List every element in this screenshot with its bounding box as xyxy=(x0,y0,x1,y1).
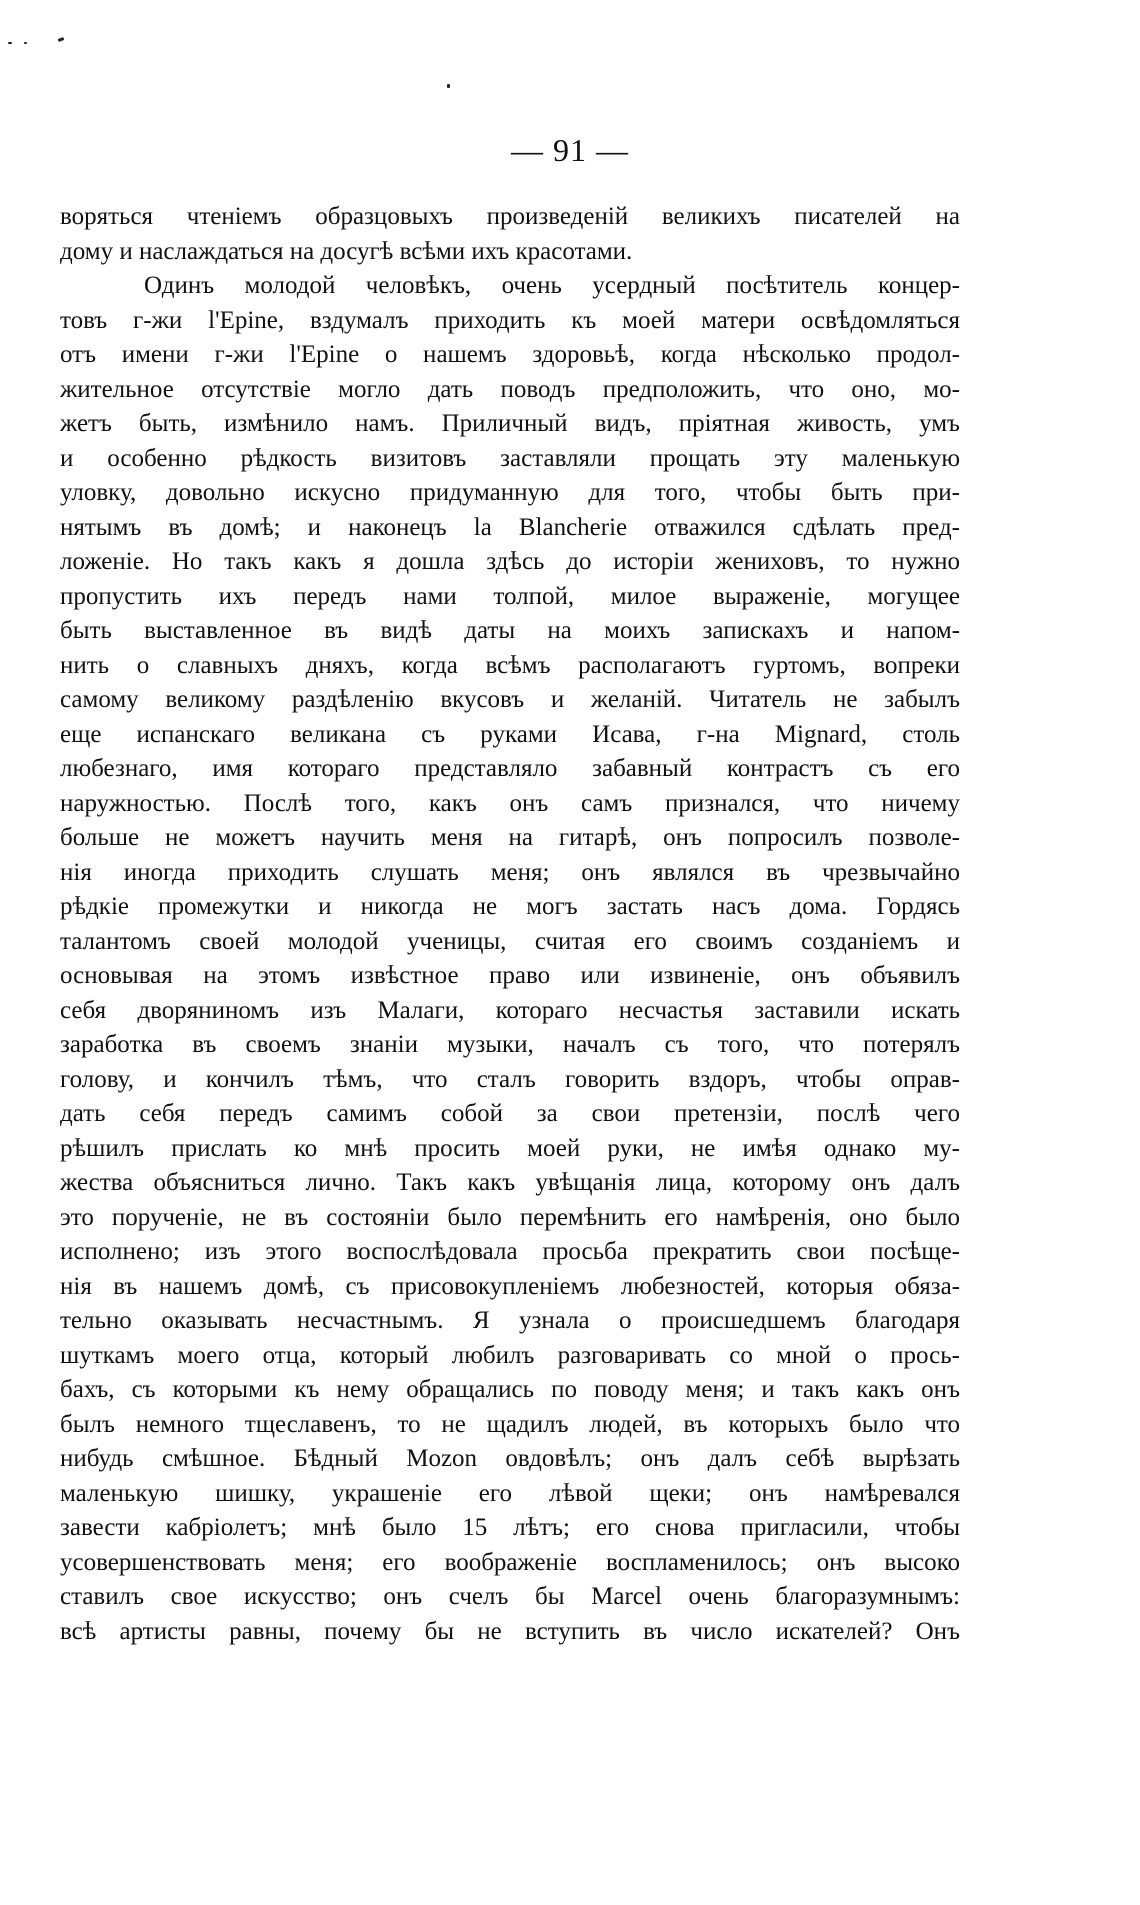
text-line: самому великому раздѣленію вкусовъ и желаній. Читатель не забылъ xyxy=(60,686,960,713)
text-line: и особенно рѣдкость визитовъ заставляли прощать эту маленькую xyxy=(60,444,960,472)
scan-speck xyxy=(24,42,27,44)
text-line: Одинъ молодой человѣкъ, очень усердный посѣтитель концер- xyxy=(144,272,960,299)
text-line: товъ г-жи l'Epine, вздумалъ приходить къ моей матери освѣдомляться xyxy=(60,306,960,334)
text-line: голову, и кончилъ тѣмъ, что сталъ говорить вздоръ, чтобы оправ- xyxy=(60,1065,960,1093)
text-line: пропустить ихъ передъ нами толпой, милое выраженіе, могущее xyxy=(60,582,960,610)
scan-speck xyxy=(58,37,65,42)
text-line: основывая на этомъ извѣстное право или извиненіе, онъ объявилъ xyxy=(60,962,960,989)
page-number: — 91 — xyxy=(511,132,629,168)
text-line: ложеніе. Но такъ какъ я дошла здѣсь до исторіи жениховъ, то нужно xyxy=(60,548,960,575)
text-line: жительное отсутствіе могло дать поводъ предположить, что оно, мо- xyxy=(60,375,960,403)
text-line: шуткамъ моего отца, который любилъ разговаривать со мной о прось- xyxy=(60,1341,960,1369)
text-line: это порученіе, не въ состояніи было перемѣнить его намѣренія, оно было xyxy=(60,1203,960,1231)
text-line: нибудь смѣшное. Бѣдный Mozon овдовѣлъ; онъ далъ себѣ вырѣзать xyxy=(60,1445,960,1472)
text-line: былъ немного тщеславенъ, то не щадилъ людей, въ которыхъ было что xyxy=(60,1410,960,1438)
text-line: больше не можетъ научить меня на гитарѣ, онъ попросилъ позволе- xyxy=(60,824,960,851)
scan-speck xyxy=(8,42,12,44)
text-line: всѣ артисты равны, почему бы не вступить въ число искателей? Онъ xyxy=(60,1617,960,1645)
text-line: исполнено; изъ этого воспослѣдовала просьба прекратить свои посѣще- xyxy=(60,1238,960,1265)
text-line: еще испанскаго великана съ руками Исава, г-на Mignard, столь xyxy=(60,720,960,748)
text-line: нить о славныхъ дняхъ, когда всѣмъ располагаютъ гуртомъ, вопреки xyxy=(60,651,960,679)
text-line: завести кабріолетъ; мнѣ было 15 лѣтъ; его снова пригласили, чтобы xyxy=(60,1514,960,1541)
text-line: отъ имени г-жи l'Epine о нашемъ здоровьѣ, когда нѣсколько продол- xyxy=(60,341,960,368)
text-line: маленькую шишку, украшеніе его лѣвой щеки; онъ намѣревался xyxy=(60,1479,960,1507)
text-line: усовершенствовать меня; его воображеніе воспламенилось; онъ высоко xyxy=(60,1548,960,1576)
text-line: заработка въ своемъ знаніи музыки, началъ съ того, что потерялъ xyxy=(60,1031,960,1058)
text-line: талантомъ своей молодой ученицы, считая его своимъ созданіемъ и xyxy=(60,927,960,955)
text-line: себя дворяниномъ изъ Малаги, котораго несчастья заставили искать xyxy=(60,996,960,1024)
text-line: нія въ нашемъ домѣ, съ присовокупленіемъ любезностей, которыя обяза- xyxy=(60,1272,960,1300)
text-line: рѣдкіе промежутки и никогда не могъ застать насъ дома. Гордясь xyxy=(60,893,960,920)
text-line: тельно оказывать несчастнымъ. Я узнала о происшедшемъ благодаря xyxy=(60,1307,960,1334)
text-line: рѣшилъ прислать ко мнѣ просить моей руки, не имѣя однако му- xyxy=(60,1134,960,1162)
text-line: жетъ быть, измѣнило намъ. Приличный видъ, пріятная живость, умъ xyxy=(60,410,960,437)
body-text xyxy=(60,200,960,1649)
text-line: воряться чтеніемъ образцовыхъ произведеній великихъ писателей на xyxy=(60,203,960,230)
text-line: дать себя передъ самимъ собой за свои претензіи, послѣ чего xyxy=(60,1100,960,1127)
text-line: нятымъ въ домѣ; и наконецъ la Blancherie отважился сдѣлать пред- xyxy=(60,513,960,541)
scan-speck xyxy=(447,84,450,88)
text-line: ставилъ свое искусство; онъ счелъ бы Marcel очень благоразумнымъ: xyxy=(60,1583,960,1610)
text-line: наружностью. Послѣ того, какъ онъ самъ признался, что ничему xyxy=(60,789,960,817)
text-line: уловку, довольно искусно придуманную для того, чтобы быть при- xyxy=(60,479,960,506)
text-line: любезнаго, имя котораго представляло забавный контрастъ съ его xyxy=(60,755,960,782)
text-line: дому и наслаждаться на досугѣ всѣми ихъ красотами. xyxy=(60,237,633,265)
text-line: быть выставленное въ видѣ даты на моихъ запискахъ и напом- xyxy=(60,617,960,644)
text-line: жества объясниться лично. Такъ какъ увѣщанія лица, которому онъ далъ xyxy=(60,1169,960,1196)
text-line: нія иногда приходить слушать меня; онъ являлся въ чрезвычайно xyxy=(60,858,960,886)
text-line: бахъ, съ которыми къ нему обращались по поводу меня; и такъ какъ онъ xyxy=(60,1376,960,1403)
